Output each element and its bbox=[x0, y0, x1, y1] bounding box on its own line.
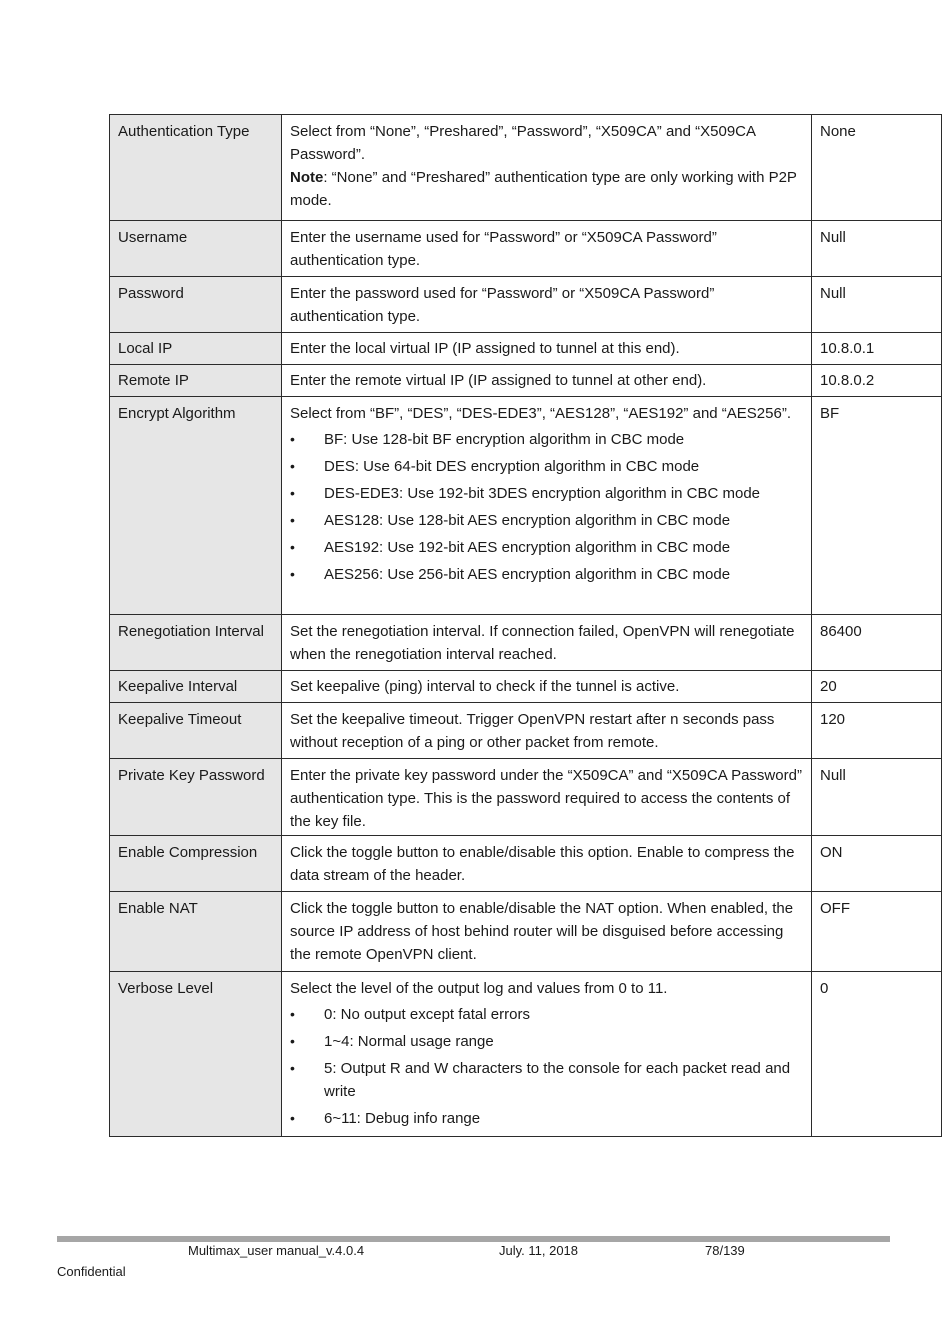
default-value: Null bbox=[812, 221, 942, 277]
setting-name: Keepalive Timeout bbox=[110, 703, 282, 759]
table-row bbox=[110, 333, 942, 365]
description-text: Select from “BF”, “DES”, “DES-EDE3”, “AES128”, “AES192” and “AES256”. bbox=[290, 405, 791, 422]
setting-name: Enable NAT bbox=[110, 892, 282, 972]
table-row bbox=[110, 615, 942, 671]
setting-description bbox=[282, 972, 812, 1137]
description-text: Select from “None”, “Preshared”, “Password”, “X509CA” and “X509CA Password”. bbox=[290, 123, 756, 163]
description-text: Select the level of the output log and values from 0 to 11. bbox=[290, 980, 668, 997]
table-row bbox=[110, 277, 942, 333]
list-item: • 0: No output except fatal errors bbox=[290, 1003, 803, 1026]
list-item: • 5: Output R and W characters to the console for each packet read and write bbox=[290, 1057, 803, 1103]
table-row bbox=[110, 892, 942, 972]
bullet-list bbox=[290, 1003, 803, 1130]
setting-name: Encrypt Algorithm bbox=[110, 397, 282, 615]
list-item: • 1~4: Normal usage range bbox=[290, 1030, 803, 1053]
setting-name: Authentication Type bbox=[110, 115, 282, 221]
note-label: Note bbox=[290, 169, 324, 186]
note-text: : “None” and “Preshared” authentication type are only working with P2P mode. bbox=[290, 169, 797, 209]
default-value: 10.8.0.1 bbox=[812, 333, 942, 365]
setting-name: Enable Compression bbox=[110, 836, 282, 892]
list-item: • AES192: Use 192-bit AES encryption algorithm in CBC mode bbox=[290, 536, 803, 559]
table-row bbox=[110, 365, 942, 397]
footer-page-number: 78/139 bbox=[705, 1243, 745, 1258]
default-value: Null bbox=[812, 277, 942, 333]
table-row bbox=[110, 397, 942, 615]
list-item: • DES: Use 64-bit DES encryption algorithm in CBC mode bbox=[290, 455, 803, 478]
note-line bbox=[290, 166, 803, 212]
default-value: 120 bbox=[812, 703, 942, 759]
setting-description: Click the toggle button to enable/disable this option. Enable to compress the data stream of the header. bbox=[282, 836, 812, 892]
default-value: OFF bbox=[812, 892, 942, 972]
setting-description: Enter the password used for “Password” or “X509CA Password” authentication type. bbox=[282, 277, 812, 333]
setting-description: Set the renegotiation interval. If connection failed, OpenVPN will renegotiate when the renegotiation interval reached. bbox=[282, 615, 812, 671]
list-item: • AES256: Use 256-bit AES encryption algorithm in CBC mode bbox=[290, 563, 803, 586]
table-row bbox=[110, 759, 942, 836]
footer-doc-name: Multimax_user manual_v.4.0.4 bbox=[188, 1243, 365, 1258]
table-row bbox=[110, 836, 942, 892]
table-row bbox=[110, 972, 942, 1137]
default-value: 10.8.0.2 bbox=[812, 365, 942, 397]
setting-name: Renegotiation Interval bbox=[110, 615, 282, 671]
setting-description bbox=[282, 397, 812, 615]
setting-name: Username bbox=[110, 221, 282, 277]
setting-description: Enter the remote virtual IP (IP assigned to tunnel at other end). bbox=[282, 365, 812, 397]
list-item: • 6~11: Debug info range bbox=[290, 1107, 803, 1130]
default-value: 0 bbox=[812, 972, 942, 1137]
list-item: • DES-EDE3: Use 192-bit 3DES encryption algorithm in CBC mode bbox=[290, 482, 803, 505]
list-item: • AES128: Use 128-bit AES encryption algorithm in CBC mode bbox=[290, 509, 803, 532]
table-row bbox=[110, 221, 942, 277]
setting-name: Verbose Level bbox=[110, 972, 282, 1137]
setting-description: Enter the private key password under the “X509CA” and “X509CA Password” authentication type. This is the password required to access the contents of the key file. bbox=[282, 759, 812, 836]
setting-name: Local IP bbox=[110, 333, 282, 365]
default-value: BF bbox=[812, 397, 942, 615]
settings-table bbox=[109, 114, 942, 1137]
footer-date: July. 11, 2018 bbox=[499, 1243, 579, 1258]
default-value: 20 bbox=[812, 671, 942, 703]
table-row bbox=[110, 703, 942, 759]
setting-name: Password bbox=[110, 277, 282, 333]
table-row bbox=[110, 115, 942, 221]
setting-name: Private Key Password bbox=[110, 759, 282, 836]
default-value: ON bbox=[812, 836, 942, 892]
list-item: • BF: Use 128-bit BF encryption algorithm in CBC mode bbox=[290, 428, 803, 451]
footer-divider bbox=[57, 1236, 890, 1242]
setting-name: Keepalive Interval bbox=[110, 671, 282, 703]
setting-description: Enter the username used for “Password” or “X509CA Password” authentication type. bbox=[282, 221, 812, 277]
footer-confidential: Confidential bbox=[57, 1264, 126, 1279]
default-value: Null bbox=[812, 759, 942, 836]
setting-name: Remote IP bbox=[110, 365, 282, 397]
default-value: None bbox=[812, 115, 942, 221]
setting-description: Set keepalive (ping) interval to check if the tunnel is active. bbox=[282, 671, 812, 703]
setting-description bbox=[282, 115, 812, 221]
default-value: 86400 bbox=[812, 615, 942, 671]
setting-description: Set the keepalive timeout. Trigger OpenVPN restart after n seconds pass without reception of a ping or other packet from remote. bbox=[282, 703, 812, 759]
table-row bbox=[110, 671, 942, 703]
setting-description: Enter the local virtual IP (IP assigned to tunnel at this end). bbox=[282, 333, 812, 365]
setting-description: Click the toggle button to enable/disable the NAT option. When enabled, the source IP address of host behind router will be disguised before accessing the remote OpenVPN client. bbox=[282, 892, 812, 972]
bullet-list bbox=[290, 428, 803, 586]
